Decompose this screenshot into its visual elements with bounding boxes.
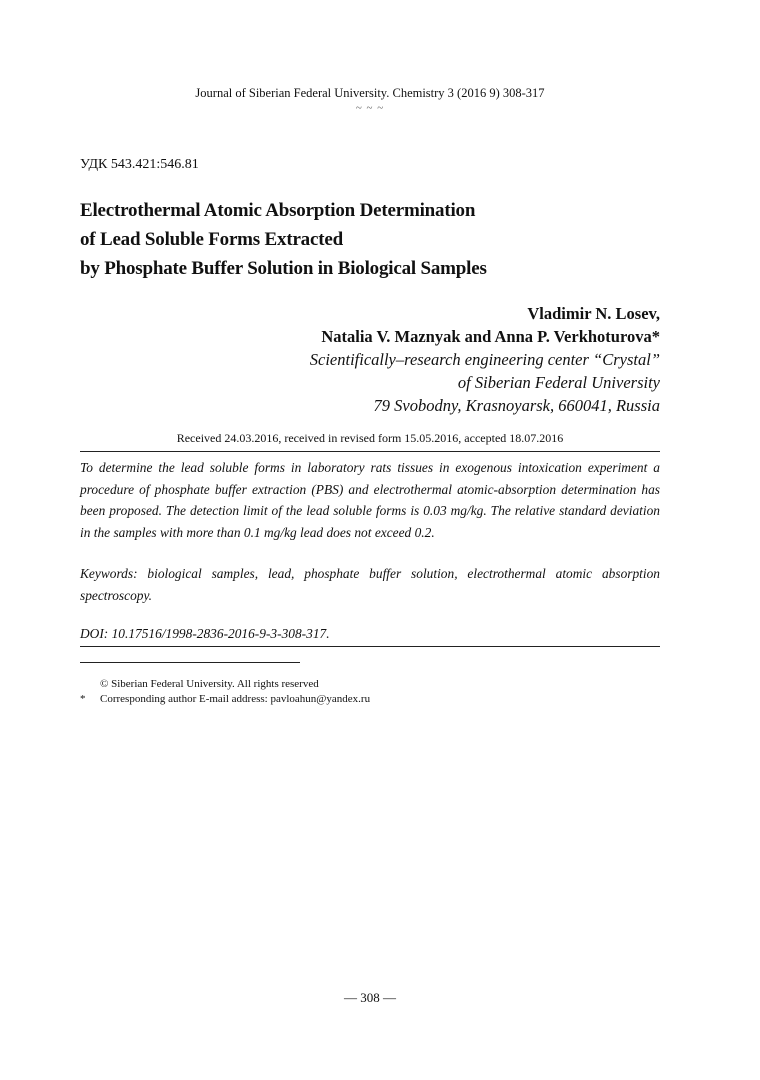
corresponding-text: Corresponding author E-mail address: pavloahun@yandex.ru bbox=[100, 693, 371, 705]
udc-code: УДК 543.421:546.81 bbox=[80, 157, 199, 172]
abstract-bottom-rule bbox=[80, 646, 660, 647]
footnote-star: * bbox=[80, 693, 86, 705]
paper-title bbox=[80, 196, 680, 283]
affiliation-line: Scientifically–research engineering center “Crystal” bbox=[309, 350, 660, 369]
title-line: by Phosphate Buffer Solution in Biological Samples bbox=[80, 258, 487, 279]
affiliation-line: of Siberian Federal University bbox=[457, 373, 660, 392]
copyright-note: © Siberian Federal University. All rights reserved bbox=[100, 678, 319, 690]
author-line: Natalia V. Maznyak and Anna P. Verkhoturova* bbox=[321, 327, 660, 346]
page-number: ― 308 ― bbox=[344, 990, 396, 1005]
author-line: Vladimir N. Losev, bbox=[527, 304, 660, 323]
footnote-rule bbox=[80, 662, 300, 663]
doi-link[interactable]: DOI: 10.17516/1998-2836-2016-9-3-308-317. bbox=[80, 626, 330, 641]
title-line: Electrothermal Atomic Absorption Determination bbox=[80, 200, 476, 221]
keywords: Keywords: biological samples, lead, phosphate buffer solution, electrothermal atomic absorption spectroscopy. bbox=[80, 566, 660, 603]
title-line: of Lead Soluble Forms Extracted bbox=[80, 229, 343, 250]
abstract: To determine the lead soluble forms in laboratory rats tissues in exogenous intoxication experiment a procedure of phosphate buffer extraction (PBS) and electrothermal atomic-absorption determination has been proposed. The detection limit of the lead soluble forms is 0.03 mg/kg. The relative standard deviation in the samples with more than 0.1 mg/kg lead does not exceed 0.2. bbox=[80, 460, 660, 540]
received-dates: Received 24.03.2016, received in revised form 15.05.2016, accepted 18.07.2016 bbox=[176, 431, 564, 445]
footnotes bbox=[80, 677, 660, 707]
author-block bbox=[310, 302, 660, 417]
abstract-top-rule bbox=[80, 451, 660, 452]
affiliation-line: 79 Svobodny, Krasnoyarsk, 660041, Russia bbox=[373, 396, 660, 415]
header-ornament: ~ ~ ~ bbox=[355, 102, 385, 114]
journal-header: Journal of Siberian Federal University. Chemistry 3 (2016 9) 308-317 bbox=[195, 86, 545, 100]
corresponding-note bbox=[80, 692, 660, 707]
